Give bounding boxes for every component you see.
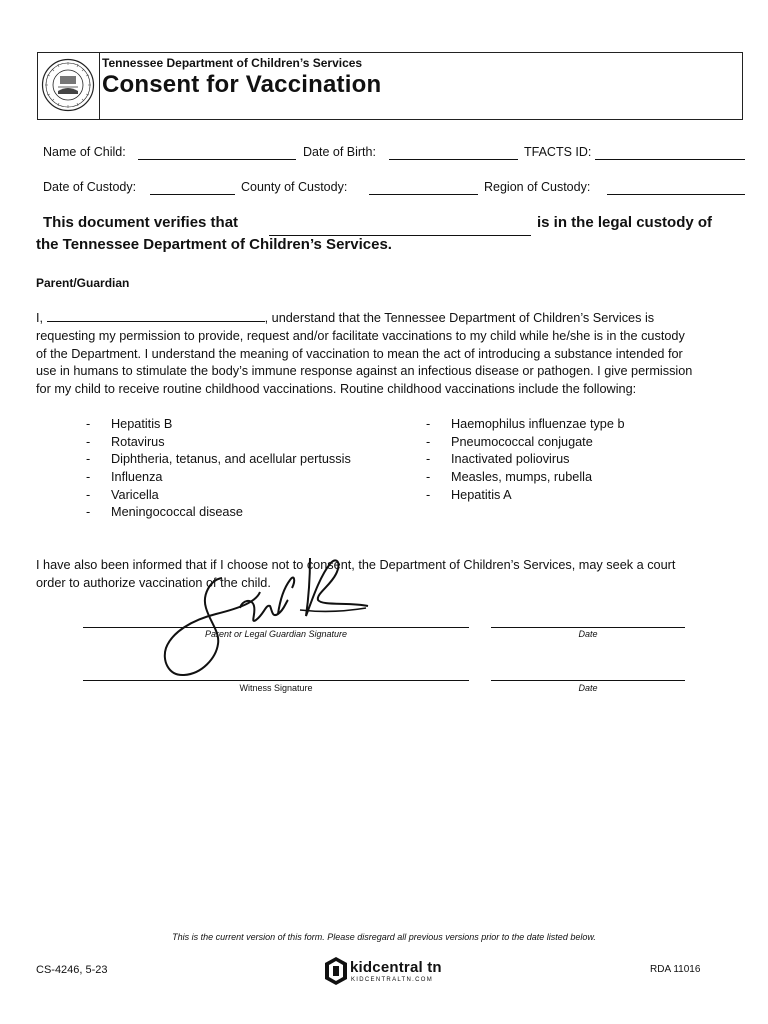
date-of-birth-label: Date of Birth: <box>303 145 376 159</box>
informed-paragraph <box>36 557 736 593</box>
guardian-name-field[interactable] <box>47 309 265 322</box>
kidcentral-logo-icon <box>324 956 348 986</box>
consent-line-1 <box>36 309 736 328</box>
tfacts-id-label: TFACTS ID: <box>524 145 592 159</box>
consent-line-3: of the Department. I understand the meaning of vaccination to mean the act of introducing a substance intended for <box>36 346 683 361</box>
county-of-custody-field[interactable] <box>369 194 478 195</box>
region-of-custody-label: Region of Custody: <box>484 180 591 194</box>
list-item: - Rotavirus <box>86 434 165 449</box>
informed-line-2: order to authorize vaccination of the child. <box>36 575 271 590</box>
consent-line-4: use in humans to stimulate the body’s immune response against an infectious disease or pathogen. I give permission <box>36 364 693 379</box>
list-item: - Diphtheria, tetanus, and acellular pertussis <box>86 452 351 467</box>
witness-date-field[interactable] <box>491 680 685 681</box>
name-of-child-field[interactable] <box>138 159 296 160</box>
witness-date-caption: Date <box>578 683 598 693</box>
witness-signature-field[interactable] <box>83 680 469 681</box>
list-item: - Measles, mumps, rubella <box>426 470 593 485</box>
state-seal-icon <box>41 58 95 112</box>
list-item: - Inactivated poliovirus <box>426 452 570 467</box>
form-number: CS-4246, 5-23 <box>36 964 108 976</box>
consent-paragraph <box>36 309 736 399</box>
consent-line-1-rest: , understand that the Tennessee Department of Children’s Services is <box>264 311 655 325</box>
date-of-custody-label: Date of Custody: <box>43 180 137 194</box>
footer-note: This is the current version of this form. Please disregard all previous versions prior to the date listed below. <box>172 932 596 942</box>
date-of-custody-field[interactable] <box>150 194 235 195</box>
handwritten-signature <box>160 540 375 680</box>
verification-statement-start: This document verifies that <box>43 214 239 231</box>
name-of-child-label: Name of Child: <box>43 145 126 159</box>
form-title: Consent for Vaccination <box>102 71 382 98</box>
kidcentral-url: KIDCENTRALTN.COM <box>351 977 434 983</box>
header-divider <box>99 53 100 119</box>
list-item: - Hepatitis B <box>86 417 173 431</box>
vaccine-list-left <box>86 416 406 522</box>
vaccine-list-right <box>426 416 726 504</box>
consent-line-5: for my child to receive routine childhood vaccinations. Routine childhood vaccinations include the following: <box>36 382 637 397</box>
witness-signature-caption: Witness Signature <box>239 683 313 693</box>
county-of-custody-label: County of Custody: <box>241 180 348 194</box>
list-item: - Hepatitis A <box>426 487 512 502</box>
date-of-birth-field[interactable] <box>389 159 518 160</box>
department-name: Tennessee Department of Children’s Services <box>102 56 363 70</box>
parent-date-field[interactable] <box>491 627 685 628</box>
consent-line-2: requesting my permission to provide, request and/or facilitate vaccinations to my child while he/she is in the custody <box>36 328 685 343</box>
section-heading: Parent/Guardian <box>36 276 130 290</box>
list-item: - Meningococcal disease <box>86 505 243 520</box>
region-of-custody-field[interactable] <box>607 194 745 195</box>
list-item: - Influenza <box>86 470 163 485</box>
list-item: - Varicella <box>86 487 159 502</box>
parent-date-caption: Date <box>578 629 598 639</box>
informed-line-1: I have also been informed that if I choose not to consent, the Department of Children’s Services, may seek a court <box>36 558 676 572</box>
list-item: - Haemophilus influenzae type b <box>426 417 625 431</box>
verification-statement-line2: the Tennessee Department of Children’s Services. <box>36 236 392 253</box>
rda-number: RDA 11016 <box>650 964 701 975</box>
consent-start: I, <box>36 311 44 325</box>
list-item: - Pneumococcal conjugate <box>426 434 593 449</box>
parent-signature-caption: Parent or Legal Guardian Signature <box>204 629 348 639</box>
kidcentral-brand: kidcentral tn <box>350 959 442 976</box>
tfacts-id-field[interactable] <box>595 159 745 160</box>
verification-statement-end: is in the legal custody of <box>537 214 713 231</box>
